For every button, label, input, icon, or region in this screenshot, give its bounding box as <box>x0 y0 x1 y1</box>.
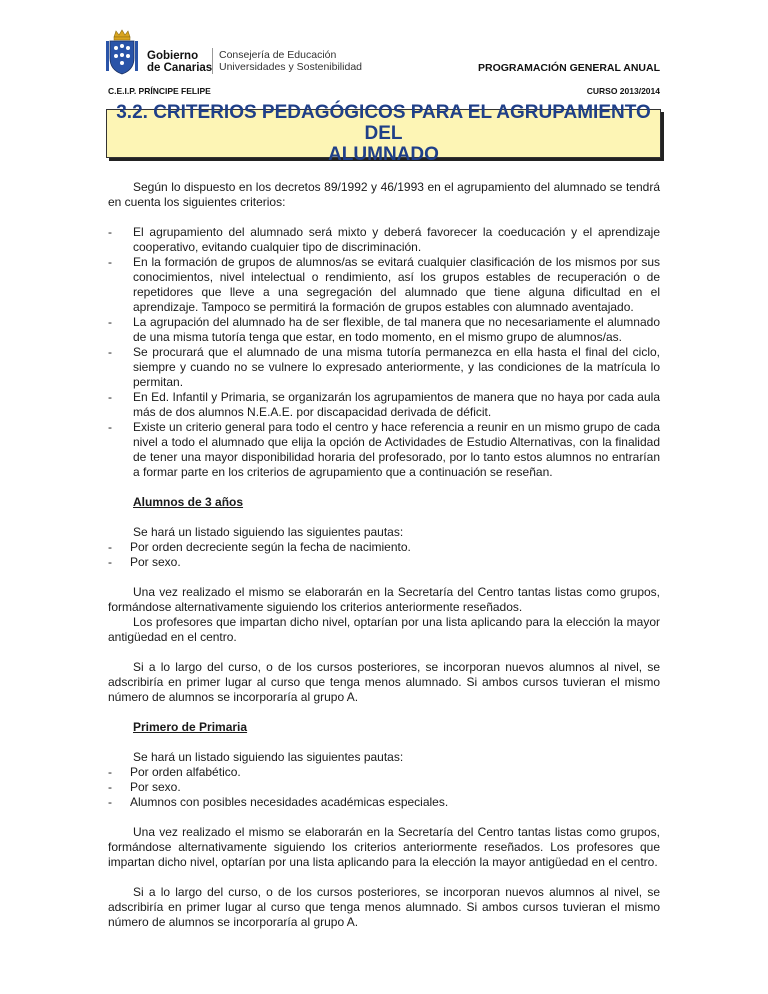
government-name <box>147 50 212 74</box>
section-title <box>107 102 660 165</box>
primary-lead: Se hará un listado siguiendo las siguientes pautas: <box>133 750 404 764</box>
list-item: - Se procurará que el alumnado de una misma tutoría permanezca en ella hasta el final del ciclo, siempre y cuando no se vulnere lo expresado anteriormente, y las condiciones de la matrícula lo permitan. <box>108 345 660 390</box>
dept-line1: Consejería de Educación <box>219 49 337 61</box>
school-name: C.E.I.P. PRÍNCIPE FELIPE <box>108 86 211 96</box>
list-item: - Por orden alfabético. <box>108 765 660 780</box>
list-item: - Por orden decreciente según la fecha de nacimiento. <box>108 540 660 555</box>
list-item: - En la formación de grupos de alumnos/as se evitará cualquier clasificación de los mismos por sus conocimientos, nivel intelectual o rendimiento, así los grupos estables de recuperación o de repetidores que lleve a una segregación del alumnado que tiene alguna dificultad en el aprendizaje. Tampoco se permitirá la formación de grupos estables con alumnado aventajado. <box>108 255 660 315</box>
primary-paragraph-1: Una vez realizado el mismo se elaborarán en la Secretaría del Centro tantas listas como grupos, formándose alternativamente siguiendo los criterios anteriormente reseñados. Los profesores que impartan dicho nivel, optarían por una lista aplicando para la elección la mayor antigüedad en el centro. <box>108 825 660 869</box>
header-divider <box>212 48 213 74</box>
section3-paragraph-1: Una vez realizado el mismo se elaborarán en la Secretaría del Centro tantas listas como grupos, formándose alternativamente siguiendo los criterios anteriormente reseñados. <box>108 585 660 614</box>
section-title-box <box>106 102 661 165</box>
section-title-line1: 3.2. CRITERIOS PEDAGÓGICOS PARA EL AGRUPAMIENTO DEL <box>116 102 651 144</box>
section3-list <box>108 540 660 570</box>
list-item: - Por sexo. <box>108 780 660 795</box>
heading-primero-primaria: Primero de Primaria <box>133 720 248 734</box>
list-item: - En Ed. Infantil y Primaria, se organizarán los agrupamientos de manera que no haya por cada aula más de dos alumnos N.E.A.E. por discapacidad derivada de déficit. <box>108 390 660 420</box>
primary-paragraph-2: Si a lo largo del curso, o de los cursos posteriores, se incorporan nuevos alumnos al nivel, se adscribiría en primer lugar al curso que tenga menos alumnado. Si ambos cursos tuvieran el mismo número de alumnos se incorporaría al grupo A. <box>108 885 660 929</box>
canarias-crest-icon <box>105 28 139 76</box>
intro-paragraph: Según lo dispuesto en los decretos 89/1992 y 46/1993 en el agrupamiento del alumnado se tendrá en cuenta los siguientes criterios: <box>108 180 660 209</box>
list-item: - El agrupamiento del alumnado será mixto y deberá favorecer la coeducación y el aprendizaje cooperativo, evitando cualquier tipo de discriminación. <box>108 225 660 255</box>
list-item: - Alumnos con posibles necesidades académicas especiales. <box>108 795 660 810</box>
gov-name-line1: Gobierno <box>147 50 199 62</box>
list-item: - Por sexo. <box>108 555 660 570</box>
department-name <box>219 49 362 73</box>
heading-alumnos-3-anos: Alumnos de 3 años <box>133 495 244 509</box>
list-item: - Existe un criterio general para todo el centro y hace referencia a reunir en un mismo grupo de cada nivel a todo el alumnado que elija la opción de Actividades de Estudio Alternativas, con la finalidad de tener una mayor disponibilidad horaria del profesorado, por lo tanto estos alumnos no entrarían a formar parte en los criterios de agrupamiento que a continuación se reseñan. <box>108 420 660 480</box>
section3-paragraph-2: Los profesores que impartan dicho nivel, optarían por una lista aplicando para la elección la mayor antigüedad en el centro. <box>108 615 660 644</box>
course-year: CURSO 2013/2014 <box>586 86 660 96</box>
document-body <box>108 180 660 930</box>
section3-paragraph-3: Si a lo largo del curso, o de los cursos posteriores, se incorporan nuevos alumnos al nivel, se adscribiría en primer lugar al curso que tenga menos alumnado. Si ambos cursos tuvieran el mismo número de alumnos se incorporaría al grupo A. <box>108 660 660 704</box>
section-title-line2: ALUMNADO <box>328 144 439 165</box>
gov-name-line2: de Canarias <box>147 62 213 74</box>
primary-list <box>108 765 660 810</box>
criteria-list <box>108 225 660 480</box>
dept-line2: Universidades y Sostenibilidad <box>219 61 362 73</box>
list-item: - La agrupación del alumnado ha de ser flexible, de tal manera que no necesariamente el alumnado de una misma tutoría tenga que estar, en todo momento, en el mismo grupo de alumnos/as. <box>108 315 660 345</box>
section3-lead: Se hará un listado siguiendo las siguientes pautas: <box>133 525 404 539</box>
page-header <box>105 28 660 76</box>
subheader <box>108 86 660 96</box>
program-title: PROGRAMACIÓN GENERAL ANUAL <box>477 62 660 74</box>
